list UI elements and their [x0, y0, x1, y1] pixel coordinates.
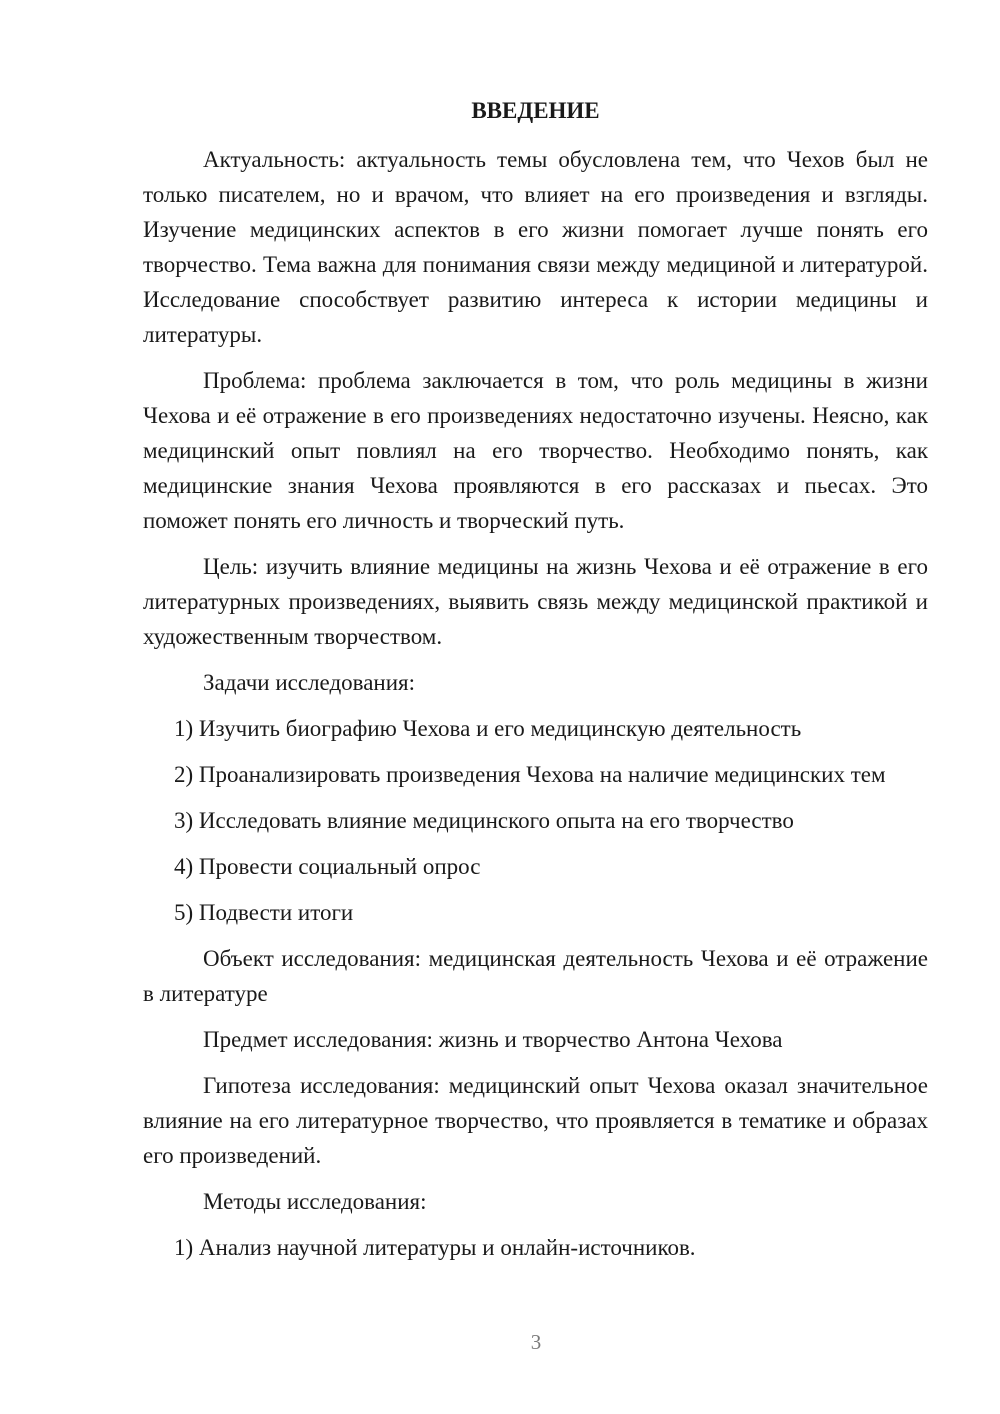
list-item: 5) Подвести итоги	[174, 900, 354, 925]
paragraph-methods-heading: Методы исследования:	[203, 1189, 427, 1214]
list-item: 4) Провести социальный опрос	[174, 854, 481, 879]
paragraph-goal: Цель: изучить влияние медицины на жизнь Чехова и её отражение в его литературных произведениях, выявить связь между медицинской практикой и художественным творчеством.	[143, 554, 928, 649]
section-heading: ВВЕДЕНИЕ	[471, 98, 600, 123]
page-number: 3	[530, 1330, 542, 1354]
list-item: 2) Проанализировать произведения Чехова на наличие медицинских тем	[174, 762, 886, 787]
paragraph-object: Объект исследования: медицинская деятельность Чехова и её отражение в литературе	[143, 946, 928, 1006]
paragraph-tasks-heading: Задачи исследования:	[203, 670, 416, 695]
paragraph-subject: Предмет исследования: жизнь и творчество Антона Чехова	[203, 1027, 783, 1052]
list-item: 3) Исследовать влияние медицинского опыта на его творчество	[174, 808, 794, 833]
paragraph-hypothesis: Гипотеза исследования: медицинский опыт Чехова оказал значительное влияние на его литературное творчество, что проявляется в тематике и образах его произведений.	[143, 1073, 928, 1168]
paragraph-relevance: Актуальность: актуальность темы обусловлена тем, что Чехов был не только писателем, но и врачом, что влияет на его произведения и взгляды. Изучение медицинских аспектов в его жизни помогает лучше понять его творчество. Тема важна для понимания связи между медициной и литературой. Исследование способствует развитию интереса к истории медицины и литературы.	[143, 147, 928, 347]
list-item: 1) Анализ научной литературы и онлайн-источников.	[174, 1235, 696, 1260]
paragraph-problem: Проблема: проблема заключается в том, что роль медицины в жизни Чехова и её отражение в его произведениях недостаточно изучены. Неясно, как медицинский опыт повлиял на его творчество. Необходимо понять, как медицинские знания Чехова проявляются в его рассказах и пьесах. Это поможет понять его личность и творческий путь.	[143, 368, 928, 533]
list-item: 1) Изучить биографию Чехова и его медицинскую деятельность	[174, 716, 802, 741]
document-body	[143, 93, 928, 1276]
